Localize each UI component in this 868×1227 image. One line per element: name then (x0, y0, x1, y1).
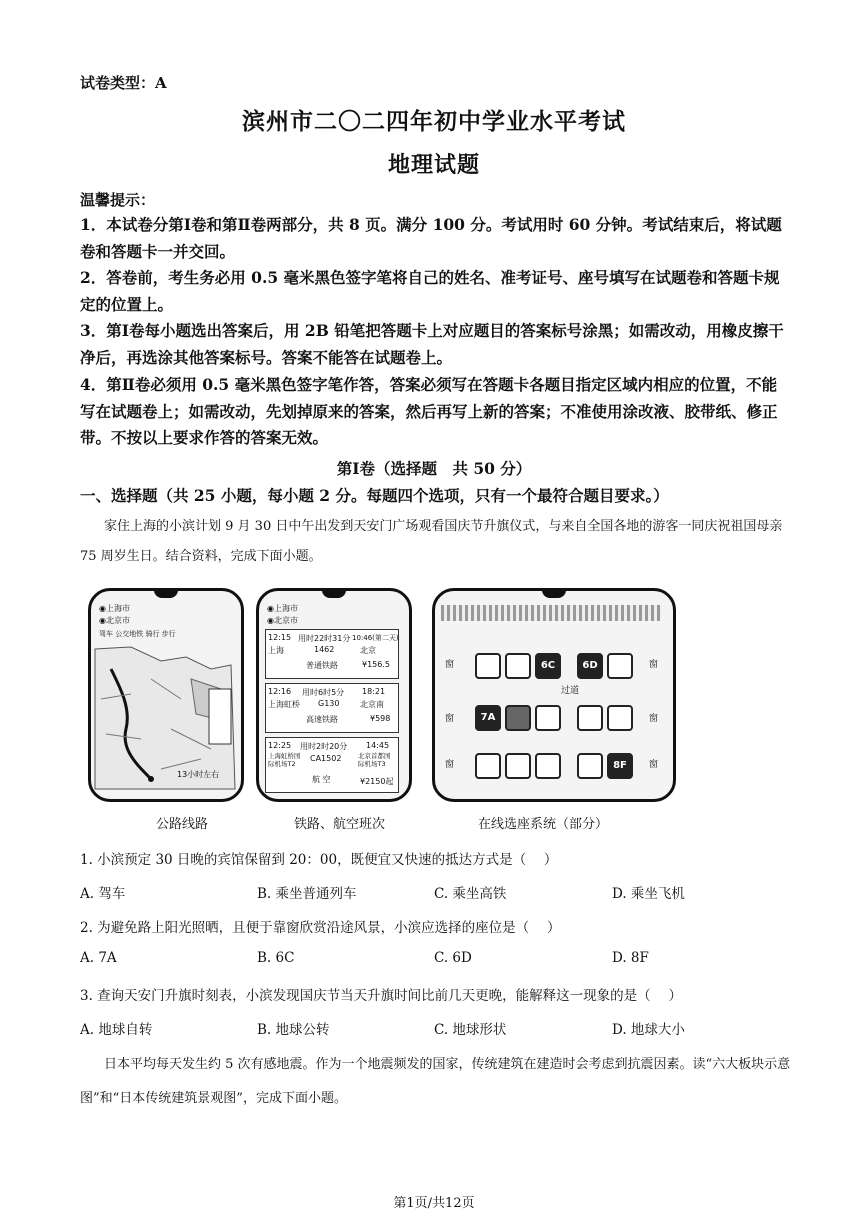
flight-code: CA1502 (310, 754, 342, 763)
price: ¥156.5 (362, 660, 390, 669)
schedule-row-flight (265, 737, 399, 793)
section-title: 第Ⅰ卷（选择题 共 50 分） (336, 459, 532, 478)
arr-time: 10:46(第二天) (352, 634, 399, 642)
schedule-row-highspeed (265, 683, 399, 733)
duration: 用时22时31分 (298, 634, 351, 643)
caption-seats: 在线选座系统（部分） (478, 817, 609, 832)
seat-8f[interactable]: 8F (607, 753, 633, 779)
window-label: 窗 (649, 760, 659, 770)
tip-item-3: 3．第Ⅰ卷每小题选出答案后，用 2B 铅笔把答题卡上对应题目的答案标号涂黑；如需改动，用橡皮擦干净后，再选涂其他答案标号。答案不能答在试题卷上。 (80, 321, 784, 367)
arr-place: 北京南 (360, 700, 384, 709)
q3-option-b[interactable]: B. 地球公转 (257, 1022, 330, 1038)
arr-place: 北京 (360, 646, 376, 655)
window-label: 窗 (445, 714, 455, 724)
screen-header-bar (441, 605, 661, 621)
phone-notch (542, 588, 566, 598)
tip-item-4: 4．第Ⅱ卷必须用 0.5 毫米黑色签字笔作答，答案必须写在答题卡各题目指定区域内相应的位置，不能写在试题卷上；如需改动，先划掉原来的答案，然后再写上新的答案；不准使用涂改液、胶带纸、修正带。不按以上要求作答的答案无效。 (80, 375, 778, 447)
schedule-row-train (265, 629, 399, 679)
schedule-phone (256, 588, 412, 802)
dep-time: 12:15 (268, 633, 292, 642)
caption-road: 公路线路 (156, 817, 209, 832)
train-code: 1462 (314, 645, 335, 654)
phone-notch (154, 588, 178, 598)
aisle-label: 过道 (561, 686, 580, 696)
seat-6c[interactable]: 6C (535, 653, 561, 679)
seat[interactable] (577, 753, 603, 779)
seat[interactable] (475, 653, 501, 679)
intro-paragraph-2: 日本平均每天发生约 5 次有感地震。作为一个地震频发的国家，传统建筑在建造时会考虑到抗震因素。读“六大板块示意图”和“日本传统建筑景观图”，完成下面小题。 (80, 1057, 791, 1106)
price: ¥2150起 (360, 777, 394, 786)
transport-type: 普通铁路 (306, 661, 338, 670)
seat[interactable] (607, 705, 633, 731)
tips-heading: 温馨提示： (80, 191, 156, 209)
q2-option-a[interactable]: A. 7A (80, 950, 117, 966)
route-duration: 13小时左右 (177, 770, 220, 779)
paper-type: 试卷类型：A (80, 74, 167, 92)
question-2: 2. 为避免路上阳光照晒，且便于靠窗欣赏沿途风景，小滨应选择的座位是（ ） (80, 920, 561, 936)
phone-notch (322, 588, 346, 598)
arr-place: 北京首都国际机场T3 (358, 752, 391, 768)
q2-option-b[interactable]: B. 6C (257, 950, 295, 966)
seat[interactable] (505, 753, 531, 779)
transport-type: 高速铁路 (306, 715, 338, 724)
q3-option-a[interactable]: A. 地球自转 (80, 1022, 153, 1038)
seat[interactable] (577, 705, 603, 731)
schedule-from: ◉上海市 (267, 604, 298, 613)
train-code: G130 (318, 699, 340, 708)
seat[interactable] (475, 753, 501, 779)
seat-7a[interactable]: 7A (475, 705, 501, 731)
intro-paragraph-1: 家住上海的小滨计划 9 月 30 日中午出发到天安门广场观看国庆节升旗仪式，与来自全国各地的游客一同庆祝祖国母亲 75 周岁生日。结合资料，完成下面小题。 (80, 519, 783, 564)
tip-item-1: 1．本试卷分第Ⅰ卷和第Ⅱ卷两部分，共 8 页。满分 100 分。考试用时 60 分钟。考试结束后，将试题卷和答题卡一并交回。 (80, 215, 782, 261)
exam-title: 滨州市二〇二四年初中学业水平考试 (242, 108, 626, 135)
q1-option-b[interactable]: B. 乘坐普通列车 (257, 886, 357, 902)
exam-subject: 地理试题 (387, 152, 480, 178)
part-title: 一、选择题（共 25 小题，每小题 2 分。每题四个选项，只有一个最符合题目要求。） (80, 486, 669, 505)
window-label: 窗 (649, 660, 659, 670)
arr-time: 14:45 (366, 741, 390, 750)
dep-place: 上海 (268, 646, 284, 655)
dep-time: 12:16 (268, 687, 292, 696)
window-label: 窗 (445, 760, 455, 770)
dep-place: 上海虹桥 (268, 700, 300, 709)
dep-place: 上海虹桥国际机场T2 (268, 752, 301, 768)
page-footer: 第1页/共12页 (393, 1196, 475, 1211)
window-label: 窗 (649, 714, 659, 724)
q3-option-d[interactable]: D. 地球大小 (612, 1022, 685, 1038)
question-1: 1. 小滨预定 30 日晚的宾馆保留到 20：00，既便宜又快速的抵达方式是（ ） (80, 852, 558, 868)
q1-option-a[interactable]: A. 驾车 (80, 886, 126, 902)
route-modes: 驾车 公交地铁 骑行 步行 (99, 630, 176, 638)
window-label: 窗 (445, 660, 455, 670)
tip-item-2: 2．答卷前，考生务必用 0.5 毫米黑色签字笔将自己的姓名、准考证号、座号填写在试题卷和答题卡规定的位置上。 (80, 268, 780, 314)
seat[interactable] (607, 653, 633, 679)
q2-option-c[interactable]: C. 6D (434, 950, 472, 966)
question-3: 3. 查询天安门升旗时刻表，小滨发现国庆节当天升旗时间比前几天更晚，能解释这一现象的是（ ） (80, 988, 682, 1004)
seat-6d[interactable]: 6D (577, 653, 603, 679)
q2-option-d[interactable]: D. 8F (612, 950, 649, 966)
q1-option-c[interactable]: C. 乘坐高铁 (434, 886, 507, 902)
arr-time: 18:21 (362, 687, 386, 696)
seat-selection-phone (432, 588, 676, 802)
seat[interactable] (505, 705, 531, 731)
caption-schedule: 铁路、航空班次 (294, 817, 386, 832)
duration: 用时2时20分 (300, 742, 348, 751)
q1-option-d[interactable]: D. 乘坐飞机 (612, 886, 685, 902)
seat[interactable] (505, 653, 531, 679)
route-from: ◉上海市 (99, 604, 130, 613)
seat[interactable] (535, 753, 561, 779)
dep-time: 12:25 (268, 741, 292, 750)
transport-type: 航 空 (312, 775, 331, 784)
duration: 用时6时5分 (302, 688, 345, 697)
route-to: ◉北京市 (99, 616, 130, 625)
q3-option-c[interactable]: C. 地球形状 (434, 1022, 507, 1038)
price: ¥598 (370, 714, 391, 723)
schedule-to: ◉北京市 (267, 616, 298, 625)
road-route-phone (88, 588, 244, 802)
seat[interactable] (535, 705, 561, 731)
